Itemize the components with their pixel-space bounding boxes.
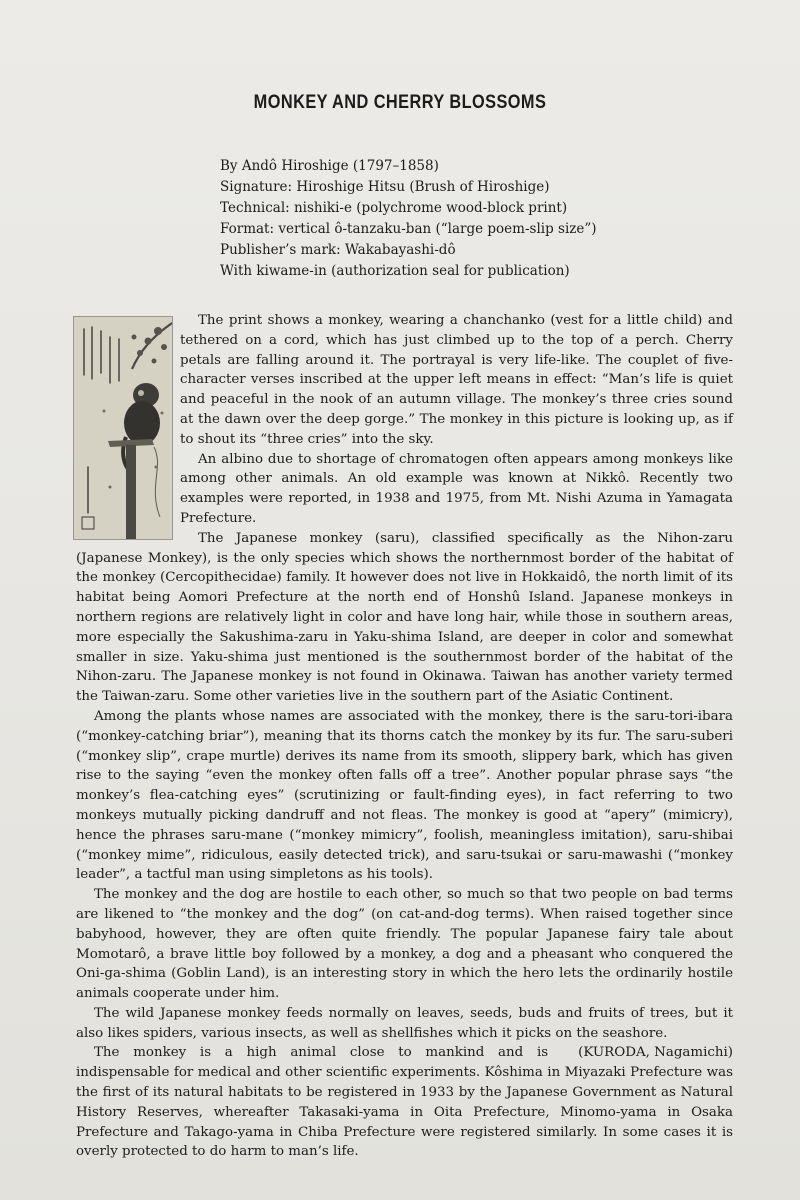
paragraph-albino: An albino due to shortage of chromatogen often appears among monkeys like among other animals. An old example was known at Nikkô. Recently two examples were reported, in 1938 and 1975, from Mt. Nishi Azuma in Yamagata Prefecture.: [180, 451, 733, 526]
paragraph-print-description: The print shows a monkey, wearing a chanchanko (vest for a little child) and tethered on a cord, which has just climbed up to the top of a perch. Cherry petals are falling around it. The portrayal is very life-like. The couplet of five-character verses inscribed at the upper left means in effect: “Man’s life is quiet and peaceful in the nook of an autumn village. The monkey’s three cries sound at the dawn over the deep gorge.” The monkey in this picture is looking up, as if to shout its “three cries” into the sky.: [180, 313, 733, 447]
paragraph-plants: Among the plants whose names are associated with the monkey, there is the saru-tori-ibara (“monkey-catching briar”), meaning that its thorns catch the monkey by its fur. The saru-suberi (“monkey slip”, crape murtle) derives its name from its smooth, slippery bark, which has given rise to the saying “even the monkey often falls off a tree”. Another popular phrase says “the monkey’s flea-catching eyes” (scrutinizing or fault-finding eyes), in fact referring to two monkeys mutually picking dandruff and not fleas. The monkey is good at “apery” (mimicry), hence the phrases saru-mane (“monkey mimicry”, foolish, meaningless imitation), saru-shibai (“monkey mime”, ridiculous, easily detected trick), and saru-tsukai or saru-mawashi (“monkey leader”, a tactful man using simpletons as his tools).: [76, 708, 733, 883]
article-body: [76, 311, 733, 1162]
meta-publisher: Publisher’s mark: Wakabayashi-dô: [220, 242, 456, 258]
meta-signature: Signature: Hiroshige Hitsu (Brush of Hiroshige): [220, 179, 550, 195]
paragraph-japanese-monkey: The Japanese monkey (saru), classified specifically as the Nihon-zaru (Japanese Monkey), is the only species which shows the northernmost border of the habitat of the monkey (Cercopithecidae) family. It however does not live in Hokkaidô, the north limit of its habitat being Aomori Prefecture at the north end of Honshû Island. Japanese monkeys in northern regions are relatively light in color and have long hair, while those in southern areas, more especially the Sakushima-zaru in Yaku-shima Island, are deeper in color and somewhat smaller in size. Yaku-shima just mentioned is the southernmost border of the habitat of the Nihon-zaru. The Japanese monkey is not found in Okinawa. Taiwan has another variety termed the Taiwan-zaru. Some other varieties live in the southern part of the Asiatic Continent.: [76, 530, 733, 705]
paragraph-monkey-and-dog: The monkey and the dog are hostile to each other, so much so that two people on bad terms are likened to “the monkey and the dog” (on cat-and-dog terms). When raised together since babyhood, however, they are often quite friendly. The popular Japanese fairy tale about Momotarô, a brave little boy followed by a monkey, a dog and a pheasant who conquered the Oni-ga-shima (Goblin Land), is an interesting story in which the hero lets the ordinarily hostile animals cooperate under him.: [76, 887, 733, 1002]
paragraph-diet: The wild Japanese monkey feeds normally on leaves, seeds, buds and fruits of trees, but it also likes spiders, various insects, as well as shellfishes which it picks on the seashore.: [76, 1005, 733, 1041]
image-float-spacer: [76, 311, 180, 539]
meta-artist: By Andô Hiroshige (1797–1858): [220, 158, 439, 174]
print-metadata: [220, 156, 740, 282]
meta-seal: With kiwame-in (authorization seal for publication): [220, 263, 570, 279]
meta-technical: Technical: nishiki-e (polychrome wood-block print): [220, 200, 568, 216]
paragraph-research: [76, 1043, 733, 1162]
author-signoff: (KURODA, Nagamichi): [578, 1045, 733, 1061]
meta-format: Format: vertical ô-tanzaku-ban (“large poem-slip size”): [220, 221, 597, 237]
page-title: MONKEY AND CHERRY BLOSSOMS: [253, 92, 547, 113]
paragraph-research-text: The monkey is a high animal close to mankind and is indispensable for medical and other scientific experiments. Kôshima in Miyazaki Prefecture was the first of its natural habitats to be registered in 1933 by the Japanese Government as Natural History Reserves, whereafter Takasaki-yama in Oita Prefecture, Minomo-yama in Osaka Prefecture and Takago-yama in Chiba Prefecture were registered similarly. In some cases it is overly protected to do harm to man’s life.: [76, 1045, 733, 1160]
